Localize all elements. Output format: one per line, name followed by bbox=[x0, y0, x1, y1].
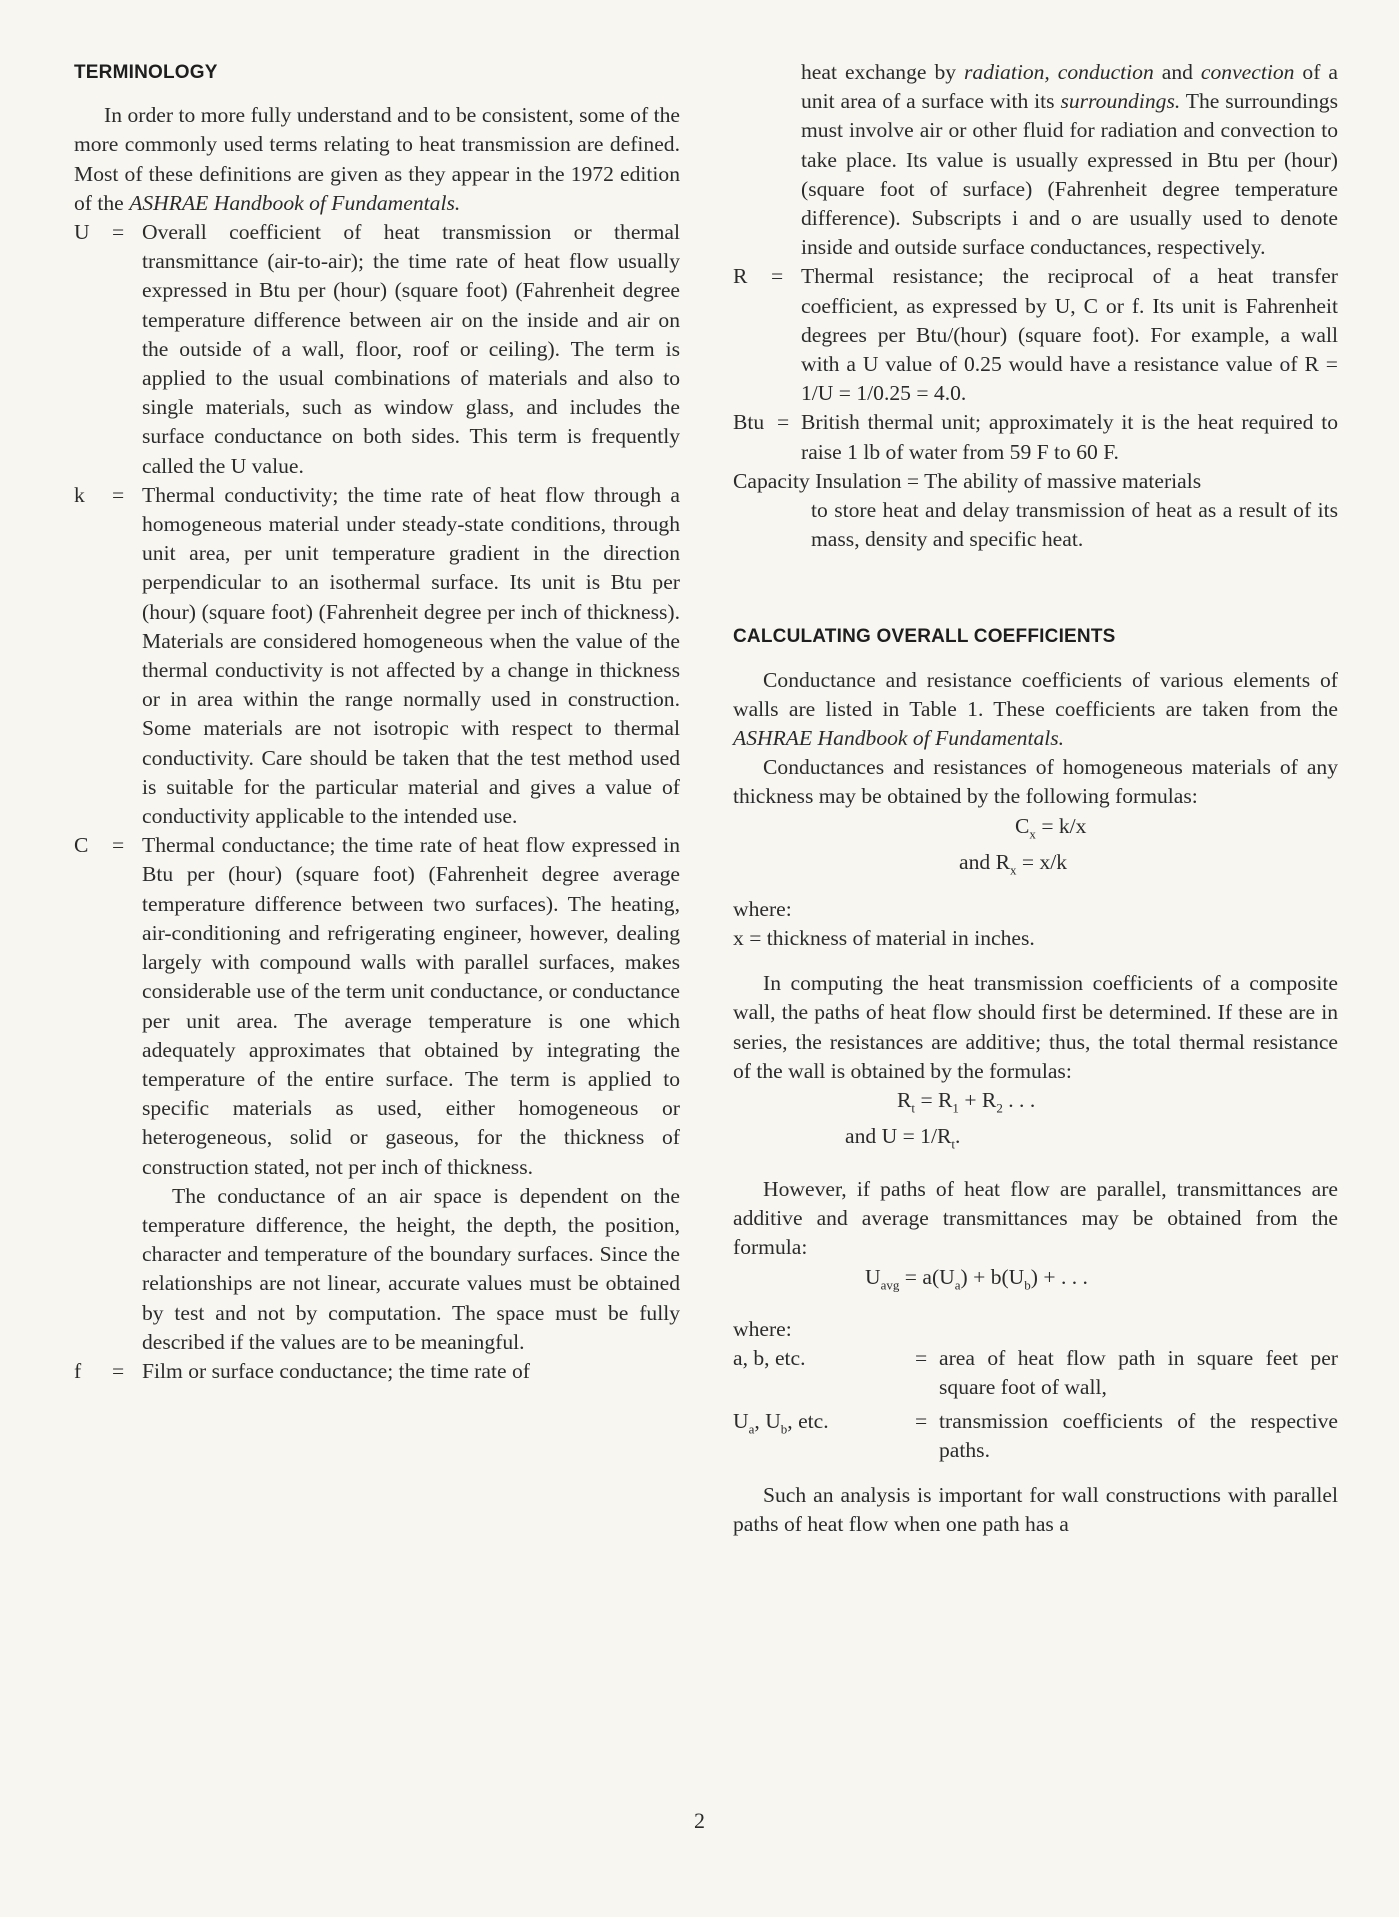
term-u bbox=[74, 218, 680, 481]
term-r bbox=[733, 262, 1338, 408]
paragraph-analysis: Such an analysis is important for wall constructions with parallel paths of heat flow when one path has a bbox=[733, 1483, 1338, 1537]
equals-sign: = bbox=[112, 220, 125, 245]
term-k bbox=[74, 481, 680, 831]
formula-u bbox=[733, 1122, 1338, 1159]
formula-part: ) + . . . bbox=[1030, 1264, 1088, 1289]
subscript: a bbox=[954, 1276, 961, 1292]
italic-text: radiation, conduction bbox=[964, 60, 1154, 84]
where-row-areas bbox=[733, 1344, 1338, 1402]
subscript: x bbox=[1009, 862, 1017, 878]
term-definition bbox=[142, 831, 680, 1357]
text: U bbox=[733, 1408, 749, 1433]
formula-rhs: = x/k bbox=[1021, 850, 1068, 875]
term-symbol: U bbox=[74, 220, 90, 245]
formula-symbol: C bbox=[1015, 813, 1030, 838]
paragraph-series: In computing the heat transmission coefficients of a composite wall, the paths of heat flow should first be determined. If these are in series, the resistances are additive; thus, the total thermal resistance of the wall is obtained by the formulas: bbox=[733, 971, 1338, 1083]
equals-sign: = bbox=[777, 410, 790, 435]
term-definition: to store heat and delay transmission of heat as a result of its mass, density and specific heat. bbox=[811, 498, 1338, 552]
term-f bbox=[74, 1357, 680, 1386]
term-c bbox=[74, 831, 680, 1357]
terminology-heading: TERMINOLOGY bbox=[74, 62, 218, 83]
formula-uavg bbox=[733, 1263, 1338, 1300]
formula-cx bbox=[733, 812, 1338, 849]
subscript: b bbox=[780, 1421, 788, 1436]
formula-part: = a(U bbox=[904, 1264, 955, 1289]
where-label: where: bbox=[733, 896, 792, 921]
term-symbol: f bbox=[74, 1358, 82, 1383]
subscript: a bbox=[748, 1421, 755, 1436]
subscript: b bbox=[1024, 1276, 1031, 1292]
subscript: t bbox=[911, 1100, 916, 1116]
formula-symbol: and R bbox=[959, 850, 1010, 875]
formula-symbol: U bbox=[865, 1264, 881, 1289]
text: , U bbox=[754, 1408, 781, 1433]
book-title: ASHRAE Handbook of Fundamentals. bbox=[733, 726, 1065, 751]
x-definition: x = thickness of material in inches. bbox=[733, 925, 1035, 950]
formula-rhs: = k/x bbox=[1041, 813, 1087, 838]
term-definition-text: Thermal conductance; the time rate of heat flow expressed in Btu per (hour) (square foot) (Fahrenheit degree average temperature difference between two surfaces). The heating, air-conditioning and refrigerating engineer, however, dealing largely with compound walls with parallel surfaces, makes considerable use of the term unit conductance, or conductance per unit area. The average temperature is one which adequately approximates that obtained by integrating the temperature of the entire surface. The term is applied to specific materials as used, either homogeneous or heterogeneous, solid or gaseous, for the thickness of construction stated, not per inch of thickness. bbox=[142, 833, 680, 1179]
term-definition bbox=[801, 58, 1338, 262]
equals-sign: = bbox=[771, 264, 784, 289]
right-column bbox=[733, 58, 1338, 1540]
term-definition: Thermal conductivity; the time rate of heat flow through a homogeneous material under steady-state conditions, through unit area, per unit temperature gradient in the direction perpendicular to an isothermal surface. Its unit is Btu per (hour) (square foot) (Fahrenheit degree per inch of thickness). Materials are considered homogeneous when the value of the thermal conductivity is not affected by a change in thickness or in area within the range normally used in construction. Some materials are not isotropic with respect to thermal conductivity. Care should be taken that the test method used is suitable for the particular material and gives a value of conductivity applicable to the intended use. bbox=[142, 482, 680, 829]
subscript: t bbox=[951, 1136, 955, 1152]
equals-sign: = bbox=[112, 833, 125, 858]
left-column bbox=[74, 58, 680, 1386]
term-definition: Thermal resistance; the reciprocal of a heat transfer coefficient, as expressed by U, C or f. Its unit is Fahrenheit degrees per Btu/(hour) (square foot). For example, a wall with a U value of 0.25 would have a resistance value of R = 1/U = 1/0.25 = 4.0. bbox=[801, 264, 1338, 406]
paragraph-parallel: However, if paths of heat flow are parallel, transmittances are additive and average transmittances may be obtained from the formula: bbox=[733, 1176, 1338, 1260]
subscript: avg bbox=[880, 1276, 900, 1292]
italic-text: convection bbox=[1200, 60, 1295, 84]
formula-part: . . . bbox=[1008, 1087, 1036, 1112]
formula-part: = R bbox=[920, 1087, 953, 1112]
where-term bbox=[733, 1407, 915, 1465]
paragraph-formulas-intro: Conductances and resistances of homogeneous materials of any thickness may be obtained by the following formulas: bbox=[733, 755, 1338, 809]
subscript: x bbox=[1029, 825, 1036, 841]
paragraph-table-reference bbox=[733, 666, 1338, 754]
intro-text: In order to more fully understand and to be consistent, some of the more commonly used terms relating to heat transmission are defined. Most of these definitions are given as they appear in the 1972 edition of the bbox=[74, 103, 680, 215]
equals-sign: = bbox=[112, 482, 125, 507]
formula-part: + R bbox=[964, 1087, 997, 1112]
formula-symbol: R bbox=[897, 1087, 912, 1112]
text: and bbox=[1161, 60, 1193, 84]
equals-sign: = bbox=[915, 1408, 928, 1433]
term-f-continued bbox=[733, 58, 1338, 262]
air-space-paragraph: The conductance of an air space is dependent on the temperature difference, the height, the depth, the position, character and temperature of the boundary surfaces. Since the relationships are not linear, accurate values must be obtained by test and not by computation. The space must be fully described if the values are to be meaningful. bbox=[142, 1183, 680, 1354]
subscript: 1 bbox=[952, 1100, 959, 1116]
term-definition: Overall coefficient of heat transmission or thermal transmittance (air-to-air); the time rate of heat flow usually expressed in Btu per (hour) (square foot) (Fahrenheit degree temperature difference between air on the inside and air on the outside of a wall, floor, roof or ceiling). The term is applied to the usual combinations of materials and also to single materials, such as window glass, and includes the surface conductance on both sides. This term is frequently called the U value. bbox=[142, 220, 680, 478]
text: of a unit area of a surface with its bbox=[801, 60, 1338, 114]
where-label: where: bbox=[733, 1317, 792, 1342]
formula-rt bbox=[733, 1086, 1338, 1123]
formula-rx bbox=[733, 848, 1338, 885]
formula-part: . bbox=[954, 1124, 961, 1149]
text: heat exchange by bbox=[801, 60, 957, 84]
calculating-heading: CALCULATING OVERALL COEFFICIENTS bbox=[733, 626, 1116, 648]
term-definition: British thermal unit; approximately it is the heat required to raise 1 lb of water from 59 F to 60 F. bbox=[801, 410, 1338, 464]
text: The surroundings must involve air or other fluid for radiation and convection to take place. Its value is usually expressed in Btu per (hour) (square foot of surface) (Fahrenheit degree temperature difference). Subscripts i and o are usually used to denote inside and outside surface conductances, respectively. bbox=[801, 89, 1338, 260]
term-capacity-insulation bbox=[733, 467, 1338, 555]
subscript: 2 bbox=[996, 1100, 1003, 1116]
text: Conductance and resistance coefficients of various elements of walls are listed in Table 1. These coefficients are taken from the bbox=[733, 667, 1338, 721]
where-definition: area of heat flow path in square feet per square foot of wall, bbox=[939, 1346, 1338, 1400]
page-number: 2 bbox=[694, 1808, 705, 1833]
term-btu bbox=[733, 408, 1338, 466]
intro-paragraph bbox=[74, 101, 680, 218]
term-symbol: R bbox=[733, 264, 748, 289]
term-symbol: k bbox=[74, 482, 85, 507]
equals-sign: = bbox=[915, 1346, 928, 1371]
formula-part: and U = 1/R bbox=[845, 1124, 952, 1149]
where-definition: transmission coefficients of the respective paths. bbox=[939, 1408, 1338, 1462]
where-row-coefficients bbox=[733, 1407, 1338, 1465]
term-definition: Film or surface conductance; the time rate of bbox=[142, 1358, 530, 1383]
text: , etc. bbox=[787, 1408, 829, 1433]
where-term: a, b, etc. bbox=[733, 1346, 806, 1371]
term-lead: Capacity Insulation = The ability of massive materials bbox=[733, 468, 1202, 493]
equals-sign: = bbox=[112, 1358, 125, 1383]
italic-text: surroundings. bbox=[1060, 89, 1181, 114]
intro-book-title: ASHRAE Handbook of Fundamentals. bbox=[129, 190, 461, 215]
term-symbol: C bbox=[74, 833, 89, 858]
term-symbol: Btu bbox=[733, 410, 765, 435]
formula-part: ) + b(U bbox=[960, 1264, 1025, 1289]
